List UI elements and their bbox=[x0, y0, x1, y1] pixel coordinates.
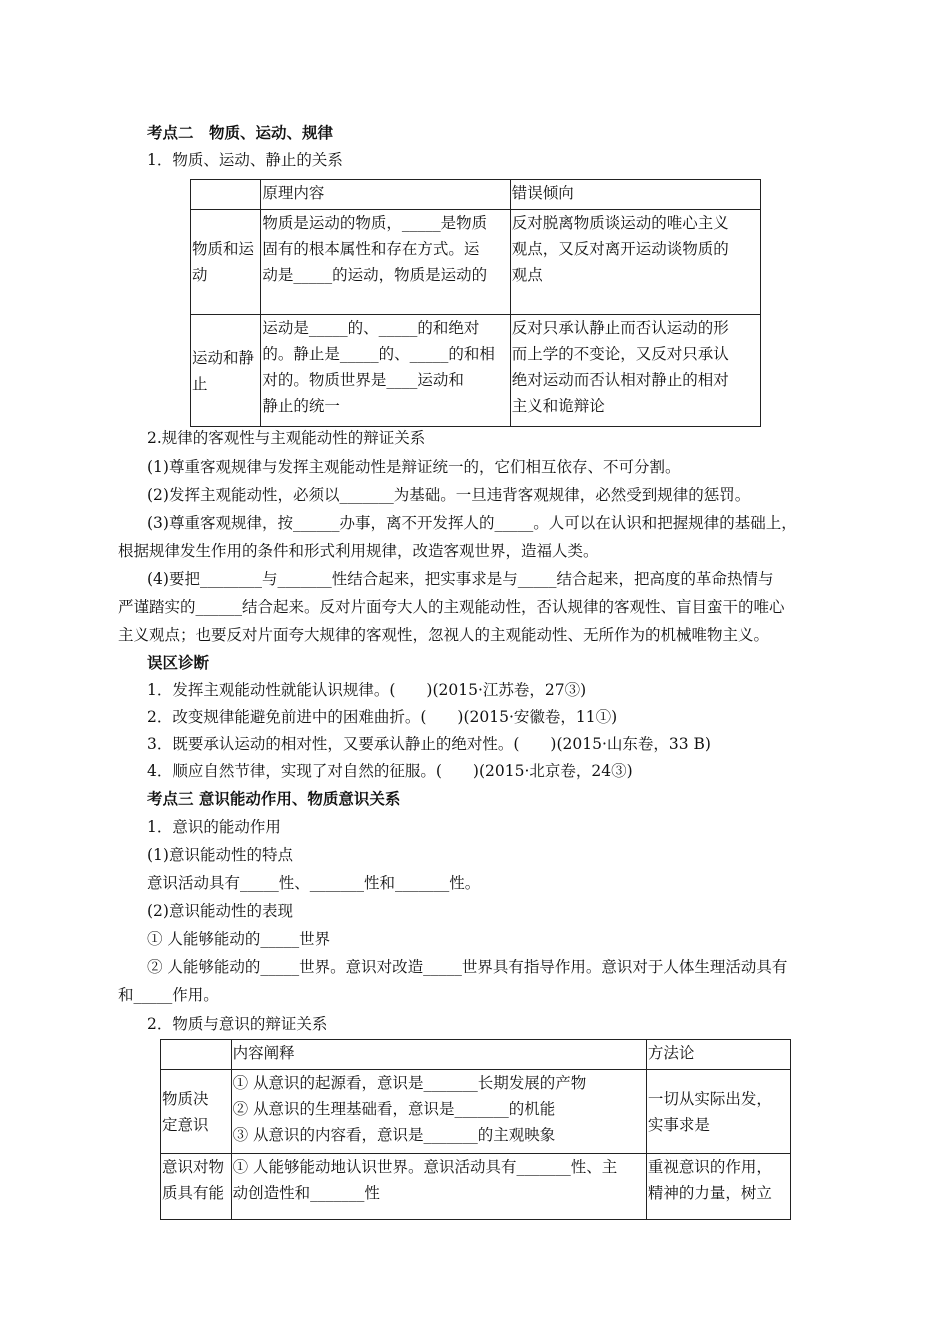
cell-line: ② 从意识的生理基础看，意识是_______的机能 bbox=[232, 1100, 556, 1118]
section3-sub1: 1．意识的能动作用 bbox=[147, 818, 281, 836]
law-paragraph-3a: (3)尊重客观规律，按______办事，离不开发挥人的_____。人可以在认识和把握规律的基础上， bbox=[147, 514, 797, 532]
cell-line: 反对脱离物质谈运动的唯心主义 bbox=[511, 214, 729, 232]
cell-line: 而上学的不变论，又反对只承认 bbox=[511, 345, 729, 363]
cell-line: 定意识 bbox=[162, 1115, 209, 1134]
diagnosis-item: 3．既要承认运动的相对性，又要承认静止的绝对性。( )(2015·山东卷，33 B) bbox=[147, 735, 711, 753]
section3-sub1a: (1)意识能动性的特点 bbox=[147, 846, 293, 864]
table1-row2-content bbox=[261, 315, 510, 427]
table2-row1-label bbox=[161, 1070, 232, 1154]
section3-line1: 意识活动具有_____性、_______性和_______性。 bbox=[147, 874, 481, 892]
diagnosis-item: 2．改变规律能避免前进中的困难曲折。( )(2015·安徽卷，11①) bbox=[147, 708, 618, 726]
table1-row1-error bbox=[510, 210, 760, 315]
table1-row2-label bbox=[191, 315, 261, 427]
table2-row1-content bbox=[231, 1070, 646, 1154]
law-paragraph-2: (2)发挥主观能动性，必须以_______为基础。一旦违背客观规律，必然受到规律的惩罚。 bbox=[147, 486, 751, 504]
cell-line: 的。静止是_____的、_____的和相 bbox=[262, 345, 495, 363]
cell-line: ③ 从意识的内容看，意识是_______的主观映象 bbox=[232, 1126, 556, 1144]
table2-header-method: 方法论 bbox=[646, 1040, 790, 1070]
table2-row1-method bbox=[646, 1070, 790, 1154]
section3-item1: ① 人能够能动的_____世界 bbox=[147, 930, 331, 948]
section3-item2a: ② 人能够能动的_____世界。意识对改造_____世界具有指导作用。意识对于人体生理活动具有 bbox=[147, 958, 788, 976]
cell-line: 绝对运动而否认相对静止的相对 bbox=[511, 371, 729, 389]
table2-header-empty bbox=[161, 1040, 232, 1070]
matter-consciousness-table bbox=[160, 1039, 791, 1220]
law-paragraph-3b: 根据规律发生作用的条件和形式利用规律，改造客观世界，造福人类。 bbox=[118, 542, 599, 560]
table1-header-empty bbox=[191, 180, 261, 210]
cell-line: 物质是运动的物质，_____是物质 bbox=[262, 214, 488, 232]
section3-heading: 考点三 意识能动作用、物质意识关系 bbox=[147, 789, 401, 808]
diagnosis-item: 4．顺应自然节律，实现了对自然的征服。( )(2015·北京卷，24③) bbox=[147, 762, 633, 780]
cell-line: 重视意识的作用， bbox=[647, 1158, 772, 1176]
cell-line: 精神的力量，树立 bbox=[647, 1184, 772, 1202]
cell-line: 质具有能 bbox=[162, 1184, 225, 1202]
table1-row1-label bbox=[191, 210, 261, 315]
section2-sub1: 1．物质、运动、静止的关系 bbox=[147, 151, 343, 169]
cell-line: 反对只承认静止而否认运动的形 bbox=[511, 319, 729, 337]
cell-line: 实事求是 bbox=[647, 1115, 710, 1134]
cell-line: 动是_____的运动，物质是运动的 bbox=[262, 266, 488, 284]
cell-line: 运动和静 bbox=[192, 348, 255, 367]
section2-heading: 考点二 物质、运动、规律 bbox=[147, 123, 334, 142]
table1-header-error: 错误倾向 bbox=[510, 180, 760, 210]
table1-header-principle: 原理内容 bbox=[261, 180, 510, 210]
cell-line: 观点，又反对离开运动谈物质的 bbox=[511, 240, 729, 258]
cell-line: 静止的统一 bbox=[262, 397, 340, 415]
cell-line: ① 人能够能动地认识世界。意识活动具有_______性、主 bbox=[232, 1158, 618, 1176]
law-paragraph-4a: (4)要把________与_______性结合起来，把实事求是与_____结合起来，把高度的革命热情与 bbox=[147, 570, 774, 588]
section3-sub2: 2．物质与意识的辩证关系 bbox=[147, 1015, 328, 1033]
table2-row2-content bbox=[231, 1154, 646, 1220]
law-paragraph-1: (1)尊重客观规律与发挥主观能动性是辩证统一的，它们相互依存、不可分割。 bbox=[147, 458, 681, 476]
matter-motion-table bbox=[190, 179, 761, 427]
section3-item2b: 和_____作用。 bbox=[118, 986, 219, 1004]
cell-line: 运动是_____的、_____的和绝对 bbox=[262, 319, 480, 337]
cell-line: 动 bbox=[192, 266, 208, 284]
cell-line: 动创造性和_______性 bbox=[232, 1184, 380, 1202]
table2-row2-label bbox=[161, 1154, 232, 1220]
table2-header-content: 内容阐释 bbox=[231, 1040, 646, 1070]
section3-sub1b: (2)意识能动性的表现 bbox=[147, 902, 293, 920]
cell-line: 一切从实际出发， bbox=[647, 1089, 772, 1108]
cell-line: 对的。物质世界是____运动和 bbox=[262, 371, 464, 389]
cell-line: 意识对物 bbox=[162, 1158, 225, 1176]
section2-sub2: 2.规律的客观性与主观能动性的辩证关系 bbox=[147, 429, 426, 447]
table1-row2-error bbox=[510, 315, 760, 427]
law-paragraph-4b: 严谨踏实的______结合起来。反对片面夸大人的主观能动性，否认规律的客观性、盲目蛮干的唯心 bbox=[118, 598, 785, 616]
law-paragraph-4c: 主义观点；也要反对片面夸大规律的客观性，忽视人的主观能动性、无所作为的机械唯物主义。 bbox=[118, 626, 770, 644]
cell-line: 止 bbox=[192, 374, 208, 393]
cell-line: 固有的根本属性和存在方式。运 bbox=[262, 240, 480, 258]
table1-row1-content bbox=[261, 210, 510, 315]
cell-line: 物质决 bbox=[162, 1089, 209, 1108]
cell-line: 主义和诡辩论 bbox=[511, 397, 605, 415]
cell-line: 物质和运 bbox=[192, 240, 255, 258]
table2-row2-method bbox=[646, 1154, 790, 1220]
diagnosis-heading: 误区诊断 bbox=[147, 653, 210, 672]
cell-line: 观点 bbox=[511, 266, 543, 284]
cell-line: ① 从意识的起源看，意识是_______长期发展的产物 bbox=[232, 1074, 587, 1092]
diagnosis-item: 1．发挥主观能动性就能认识规律。( )(2015·江苏卷，27③) bbox=[147, 681, 587, 699]
